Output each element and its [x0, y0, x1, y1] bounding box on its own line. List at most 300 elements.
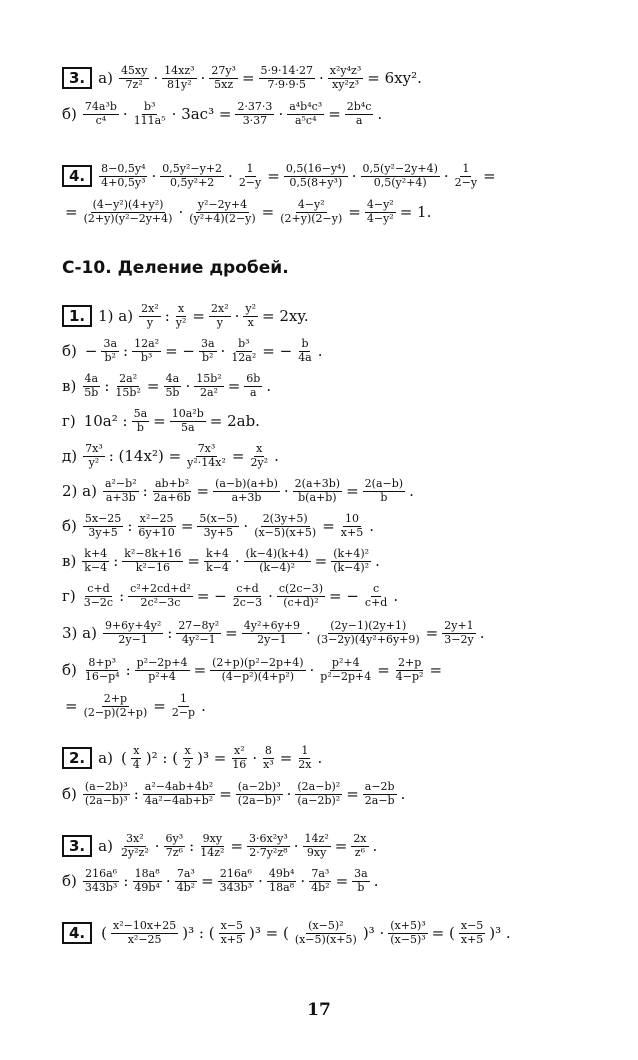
- part-label: г): [62, 411, 76, 430]
- part-label: б): [62, 341, 77, 360]
- problem-number: 3.: [62, 835, 92, 857]
- operator: =: [267, 166, 280, 185]
- denominator: 4a: [298, 350, 312, 364]
- denominator: 5b: [165, 385, 180, 399]
- denominator: 2a+6b: [153, 490, 191, 504]
- fraction: [296, 745, 313, 771]
- denominator: 2·7y²z⁸: [249, 845, 288, 859]
- operator: =: [187, 551, 200, 570]
- numerator: (2a−b)²: [297, 779, 341, 793]
- operator: = 1.: [399, 202, 432, 221]
- fraction: [82, 373, 100, 399]
- operator: .: [409, 481, 414, 500]
- denominator: x: [247, 315, 254, 329]
- numerator: 14xz³: [164, 63, 195, 77]
- numerator: 2y+1: [444, 618, 474, 632]
- denominator: 2c−3: [232, 595, 263, 609]
- numerator: 3a: [200, 336, 215, 350]
- fraction: [235, 101, 274, 127]
- equation-line: [0, 473, 638, 509]
- numerator: (2y−1)(2y+1): [330, 618, 407, 632]
- denominator: b: [380, 490, 388, 504]
- denominator: z⁶: [354, 845, 366, 859]
- fraction: [237, 163, 263, 189]
- denominator: 2y−1: [257, 632, 287, 646]
- equation-line: [0, 438, 638, 474]
- denominator: 4−p²: [395, 669, 424, 683]
- numerator: k+4: [206, 546, 229, 560]
- part-label: а): [98, 748, 113, 767]
- operator: =: [153, 411, 166, 430]
- fraction: [303, 833, 331, 859]
- fraction: [99, 163, 147, 189]
- operator: :: [127, 516, 133, 535]
- operator: ·: [258, 871, 263, 890]
- denominator: 49b⁴: [134, 880, 160, 894]
- numerator: 2·37·3: [237, 99, 273, 113]
- numerator: x²−25: [139, 511, 174, 525]
- operator: =: [225, 623, 238, 642]
- operator: ·: [220, 341, 226, 360]
- numerator: c+d: [236, 581, 259, 595]
- operator: =: [483, 166, 496, 185]
- denominator: x+5: [460, 932, 484, 946]
- fraction: [136, 513, 176, 539]
- operator: ·: [286, 784, 292, 803]
- denominator: k−4: [84, 560, 108, 574]
- denominator: 3y+5: [88, 525, 118, 539]
- numerator: a²−b²: [104, 476, 137, 490]
- numerator: 5x−25: [84, 511, 122, 525]
- fraction: [363, 478, 405, 504]
- operator: ·: [268, 586, 273, 605]
- numerator: p²−2p+4: [136, 655, 188, 669]
- operator: =: [192, 306, 205, 325]
- operator: =: [196, 481, 210, 500]
- numerator: a⁴b⁴c³: [289, 99, 323, 113]
- operator: :: [113, 551, 119, 570]
- denominator: k²−16: [135, 560, 170, 574]
- operator: ·: [283, 481, 289, 500]
- denominator: a: [355, 113, 363, 127]
- numerator: (a−2b)³: [84, 779, 128, 793]
- numerator: ab+b²: [154, 476, 190, 490]
- fraction: [248, 443, 270, 469]
- denominator: 4: [132, 757, 140, 771]
- denominator: p²−2p+4: [320, 669, 372, 683]
- numerator: 2x²: [211, 301, 229, 315]
- denominator: 5b: [84, 385, 99, 399]
- numerator: 6y³: [165, 831, 184, 845]
- denominator: 12a²: [231, 350, 257, 364]
- equation-line: [0, 863, 638, 899]
- denominator: 18a⁸: [269, 880, 295, 894]
- operator: ·: [154, 836, 160, 855]
- numerator: 1: [246, 161, 254, 175]
- operator: =: [193, 660, 207, 679]
- numerator: 14z²: [304, 831, 329, 845]
- fraction: [236, 781, 283, 807]
- operator: =: [241, 68, 255, 87]
- fraction: [132, 868, 161, 894]
- denominator: b: [136, 420, 144, 434]
- numerator: x²−10x+25: [113, 918, 177, 932]
- numerator: (4−y²)(4+y²): [92, 197, 164, 211]
- page-number: 17: [307, 1000, 331, 1020]
- numerator: 3x²: [126, 831, 144, 845]
- operator: .: [266, 376, 272, 395]
- denominator: (a−2b)²: [297, 793, 341, 807]
- operator: =: [65, 202, 78, 221]
- numerator: x²y⁴z³: [329, 63, 362, 77]
- part-label: а): [98, 68, 113, 87]
- denominator: xy²z³: [332, 77, 360, 91]
- denominator: 2y−1: [118, 632, 148, 646]
- numerator: 2x: [353, 831, 367, 845]
- fraction: [318, 657, 373, 683]
- denominator: (2−p)(2+p): [83, 705, 148, 719]
- numerator: (k−4)(k+4): [245, 546, 309, 560]
- operator: ·: [252, 748, 258, 767]
- operator: =: [335, 871, 349, 890]
- problem-number: 1.: [62, 305, 92, 327]
- fraction: [143, 781, 215, 807]
- fraction: [132, 338, 161, 364]
- numerator: (k+4)²: [333, 546, 370, 560]
- numerator: 216a⁶: [219, 866, 252, 880]
- operator: ·: [351, 166, 357, 185]
- part-label: б): [62, 660, 77, 679]
- part-label: в): [62, 551, 77, 570]
- operator: · 3ac³ =: [171, 104, 232, 123]
- operator: =: [230, 836, 244, 855]
- numerator: 2x²: [141, 301, 159, 315]
- fraction: [113, 373, 142, 399]
- fraction: [135, 657, 190, 683]
- problem-number: 4.: [62, 165, 92, 187]
- fraction: [128, 583, 193, 609]
- operator: = −: [262, 341, 293, 360]
- numerator: (x+5)³: [390, 918, 426, 932]
- denominator: 2x: [298, 757, 312, 771]
- fraction: [363, 781, 397, 807]
- denominator: x+5: [340, 525, 364, 539]
- equation-line: [0, 740, 638, 776]
- numerator: 7x³: [197, 441, 216, 455]
- operator: = (: [431, 923, 455, 942]
- operator: ·: [443, 166, 449, 185]
- fraction: [131, 745, 142, 771]
- operator: =: [429, 660, 443, 679]
- fraction: [176, 620, 221, 646]
- operator: = −: [329, 586, 359, 605]
- numerator: b³: [238, 336, 250, 350]
- denominator: b²: [202, 350, 214, 364]
- operator: = −: [165, 341, 195, 360]
- operator: = −: [196, 586, 227, 605]
- operator: ·: [243, 516, 249, 535]
- part-label: б): [62, 871, 77, 890]
- fraction: [231, 583, 264, 609]
- numerator: 2b⁴c: [346, 99, 372, 113]
- equation-line: [0, 688, 638, 724]
- fraction: [209, 65, 238, 91]
- operator: .: [400, 784, 406, 803]
- numerator: 216a⁶: [85, 866, 118, 880]
- problem-number: 3.: [62, 67, 92, 89]
- denominator: 7·9·9·5: [267, 77, 307, 91]
- operator: =: [153, 696, 166, 715]
- denominator: (x−5)(x+5): [254, 525, 317, 539]
- operator: =: [65, 696, 78, 715]
- denominator: b(a+b): [298, 490, 337, 504]
- operator: ·: [293, 836, 299, 855]
- denominator: 4−y²: [366, 211, 394, 225]
- numerator: 3·6x²y³: [249, 831, 288, 845]
- operator: =: [322, 516, 335, 535]
- denominator: 0,5(y²+4): [373, 175, 427, 189]
- numerator: y²−2y+4: [197, 197, 248, 211]
- equation-line: [0, 96, 638, 132]
- denominator: 2y²: [250, 455, 269, 469]
- numerator: c+d: [87, 581, 110, 595]
- operator: )³ ·: [362, 923, 385, 942]
- denominator: 3·37: [242, 113, 268, 127]
- fraction: [361, 163, 440, 189]
- numerator: 4−y²: [297, 197, 325, 211]
- denominator: 4y²−1: [181, 632, 216, 646]
- operator: =: [227, 376, 241, 395]
- numerator: 4a: [84, 371, 99, 385]
- equation-line: [0, 298, 638, 334]
- numerator: (2+p)(p²−2p+4): [212, 655, 304, 669]
- fraction: [213, 478, 280, 504]
- denominator: (x−5)³: [390, 932, 426, 946]
- fraction: [351, 833, 368, 859]
- numerator: 2(a−b): [364, 476, 404, 490]
- denominator: c⁴: [95, 113, 107, 127]
- numerator: b³: [143, 99, 156, 113]
- denominator: 3−2c: [83, 595, 114, 609]
- operator: =: [334, 836, 348, 855]
- problem-number: 4.: [62, 922, 92, 944]
- numerator: 2(3y+5): [262, 511, 308, 525]
- operator: :: [167, 623, 173, 642]
- denominator: 2a²: [200, 385, 218, 399]
- operator: ·: [309, 660, 315, 679]
- equation-line: [0, 333, 638, 369]
- numerator: b: [301, 336, 309, 350]
- operator: ·: [300, 871, 306, 890]
- numerator: 9+6y+4y²: [104, 618, 162, 632]
- numerator: 45xy: [120, 63, 148, 77]
- operator: .: [375, 551, 380, 570]
- denominator: 4+0,5y³: [101, 175, 146, 189]
- numerator: 0,5(16−y⁴): [285, 161, 346, 175]
- numerator: x: [184, 743, 191, 757]
- numerator: 8+p³: [88, 655, 117, 669]
- denominator: (2a−b)³: [84, 793, 128, 807]
- numerator: 4a: [165, 371, 180, 385]
- numerator: 18a⁸: [134, 866, 160, 880]
- fraction: [295, 781, 342, 807]
- fraction: [111, 920, 178, 946]
- fraction: [328, 65, 363, 91]
- denominator: (x−5)(x+5): [294, 932, 357, 946]
- operator: .: [201, 696, 206, 715]
- numerator: k+4: [84, 546, 108, 560]
- equation-line: [0, 158, 638, 194]
- numerator: 3a: [103, 336, 118, 350]
- part-label: 2) а): [62, 481, 97, 500]
- denominator: y: [146, 315, 154, 329]
- numerator: 8: [264, 743, 272, 757]
- fraction: [175, 868, 197, 894]
- numerator: y²: [245, 301, 257, 315]
- fraction: [230, 745, 248, 771]
- numerator: a²−4ab+4b²: [144, 779, 214, 793]
- denominator: 9xy: [306, 845, 327, 859]
- operator: ·: [178, 202, 184, 221]
- fraction: [219, 920, 245, 946]
- fraction: [197, 513, 239, 539]
- fraction: [164, 833, 186, 859]
- operator: .: [377, 104, 383, 123]
- numerator: 6b: [246, 371, 261, 385]
- numerator: 2+p: [103, 691, 128, 705]
- numerator: 27−8y²: [178, 618, 220, 632]
- operator: :: [123, 871, 129, 890]
- numerator: x: [133, 743, 140, 757]
- operator: :: [119, 586, 125, 605]
- denominator: 5a: [180, 420, 195, 434]
- numerator: (a−2b)³: [237, 779, 281, 793]
- part-label: в): [62, 376, 77, 395]
- fraction: [339, 513, 365, 539]
- fraction: [198, 833, 226, 859]
- fraction: [174, 303, 189, 329]
- numerator: 5·9·14·27: [260, 63, 314, 77]
- denominator: 343b³: [219, 880, 253, 894]
- denominator: 16: [232, 757, 247, 771]
- operator: =: [346, 784, 359, 803]
- numerator: 27y³: [211, 63, 236, 77]
- fraction: [204, 548, 231, 574]
- numerator: 5a: [133, 406, 148, 420]
- numerator: 74a³b: [84, 99, 117, 113]
- equation-line: [0, 60, 638, 96]
- part-label: б): [62, 104, 77, 123]
- operator: .: [373, 871, 379, 890]
- denominator: 2−y: [454, 175, 478, 189]
- fraction: [209, 303, 231, 329]
- numerator: 10a²b: [171, 406, 204, 420]
- denominator: 2y²z²: [120, 845, 149, 859]
- numerator: 2(a+3b): [294, 476, 341, 490]
- denominator: 81y²: [167, 77, 192, 91]
- denominator: y²: [175, 315, 187, 329]
- equation-line: [0, 508, 638, 544]
- fraction: [139, 303, 161, 329]
- denominator: x²−25: [127, 932, 162, 946]
- operator: =: [377, 660, 390, 679]
- denominator: a+3b: [105, 490, 136, 504]
- operator: (: [101, 923, 107, 942]
- numerator: x²: [234, 743, 245, 757]
- operator: )² : (: [145, 748, 179, 767]
- fraction: [331, 548, 371, 574]
- fraction: [243, 303, 258, 329]
- denominator: 4b²: [176, 880, 196, 894]
- fraction: [170, 408, 206, 434]
- denominator: (c+d)²: [283, 595, 319, 609]
- numerator: 15b²: [196, 371, 222, 385]
- operator: .: [317, 341, 323, 360]
- denominator: 0,5(8+y³): [289, 175, 343, 189]
- denominator: 15b²: [115, 385, 141, 399]
- numerator: 5(x−5): [199, 511, 238, 525]
- equation-line: [0, 368, 638, 404]
- operator: ·: [319, 68, 324, 87]
- fraction: [284, 163, 348, 189]
- equation-line: [0, 652, 638, 688]
- operator: =: [348, 202, 361, 221]
- fraction: [261, 745, 276, 771]
- fraction: [101, 338, 119, 364]
- fraction: [185, 443, 228, 469]
- fraction: [352, 868, 370, 894]
- fraction: [287, 101, 324, 127]
- denominator: b: [357, 880, 365, 894]
- equation-line: [0, 578, 638, 614]
- part-label: 3) а): [62, 623, 97, 642]
- denominator: y²·14x²: [187, 455, 226, 469]
- denominator: 5xz: [214, 77, 234, 91]
- fraction: [315, 620, 422, 646]
- part-label: б): [62, 516, 77, 535]
- equation-line: [0, 403, 638, 439]
- numerator: 1: [462, 161, 470, 175]
- numerator: c: [373, 581, 380, 595]
- numerator: c²+2cd+d²: [130, 581, 191, 595]
- operator: .: [393, 586, 399, 605]
- fraction: [160, 163, 224, 189]
- fraction: [252, 513, 318, 539]
- part-label: а): [98, 836, 113, 855]
- operator: =: [146, 376, 160, 395]
- fraction: [309, 868, 331, 894]
- operator: =: [314, 551, 328, 570]
- denominator: a+3b: [231, 490, 262, 504]
- operator: ·: [306, 623, 311, 642]
- denominator: a⁵c⁴: [294, 113, 317, 127]
- fraction: [83, 101, 119, 127]
- numerator: 2a²: [119, 371, 138, 385]
- fraction: [103, 478, 139, 504]
- denominator: 4a²−4ab+b²: [144, 793, 214, 807]
- fraction: [277, 583, 325, 609]
- operator: .: [274, 446, 279, 465]
- operator: ·: [165, 871, 171, 890]
- numerator: k²−8k+16: [124, 546, 182, 560]
- fraction: [388, 920, 427, 946]
- denominator: x³: [263, 757, 274, 771]
- operator: (: [120, 748, 127, 767]
- fraction: [119, 65, 149, 91]
- equation-line: [0, 776, 638, 812]
- fraction: [293, 478, 342, 504]
- denominator: b²: [104, 350, 116, 364]
